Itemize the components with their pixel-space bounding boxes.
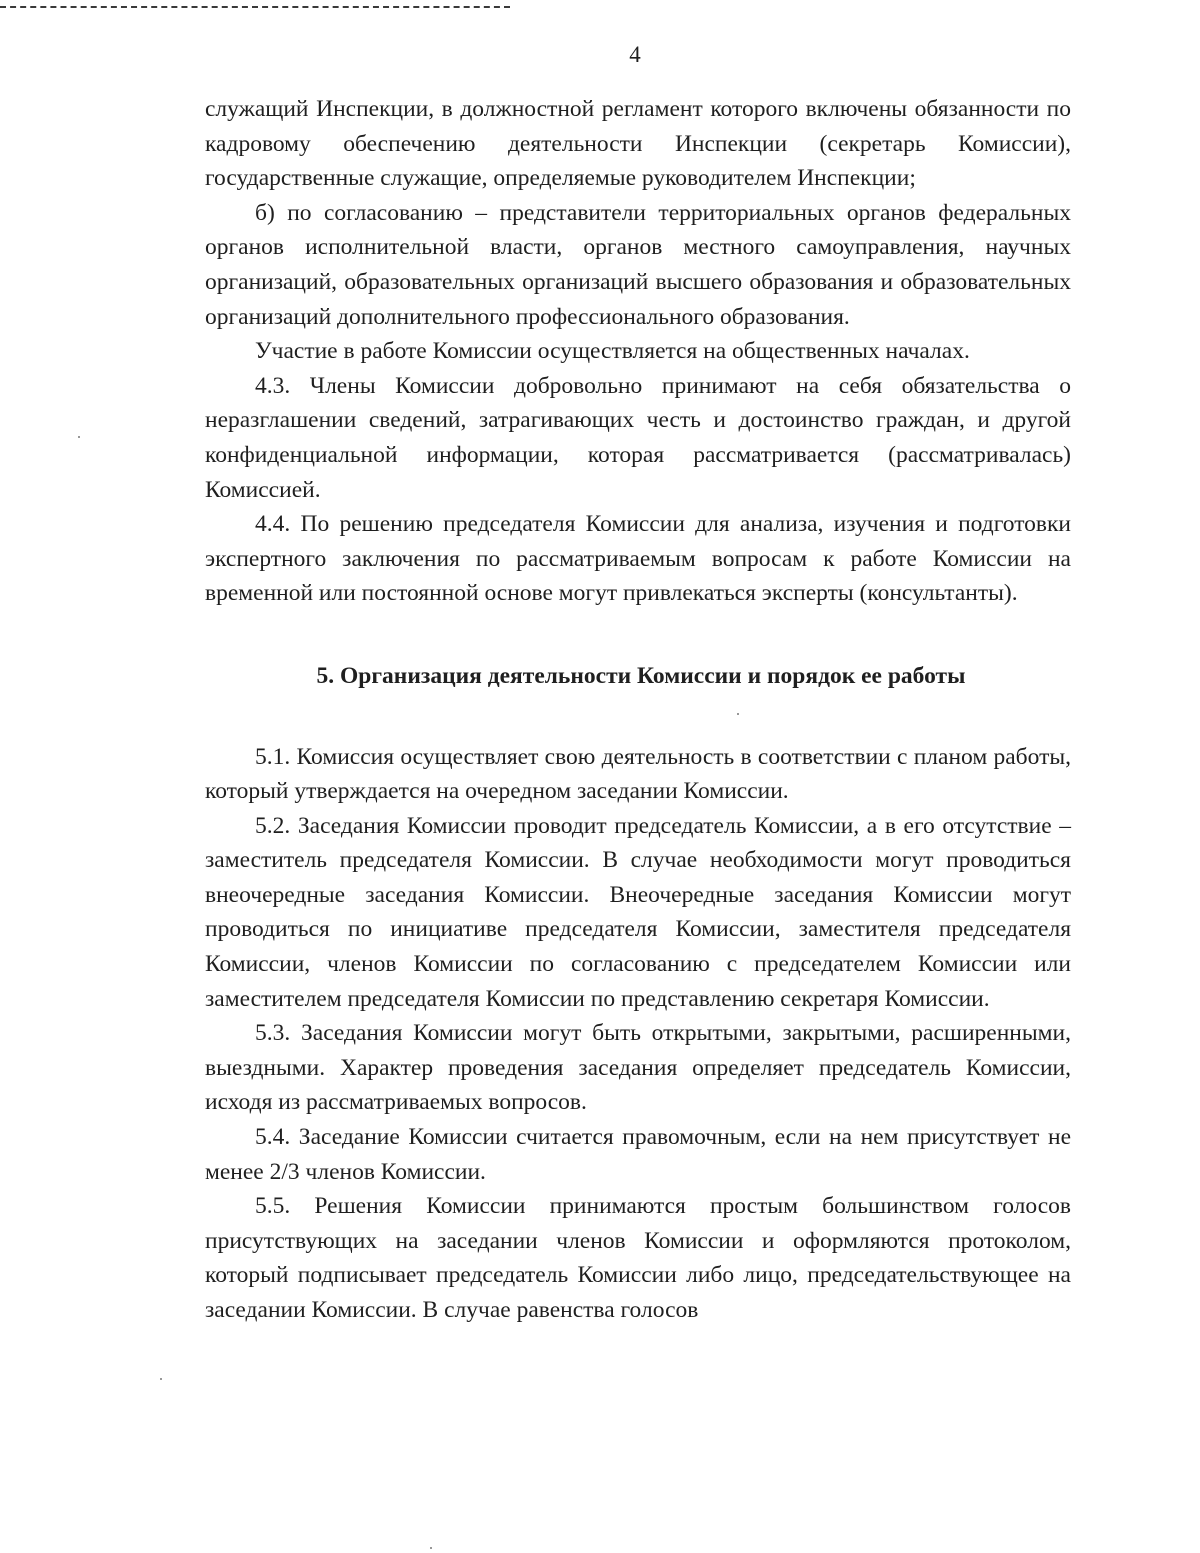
paragraph-intro-1: служащий Инспекции, в должностной регламент которого включены обязанности по кадровому обеспечению деятельности Инспекции (секретарь Комиссии), государственные служащие, определяемые руководителем Инспекции; (205, 96, 1071, 192)
top-dashed-rule (0, 6, 510, 8)
scan-speck (78, 436, 80, 438)
paragraph-5-3: 5.3. Заседания Комиссии могут быть открытыми, закрытыми, расширенными, выездными. Характер проведения заседания определяет председатель Комиссии, исходя из рассматриваемых вопросов. (205, 1020, 1071, 1116)
section-5-heading: 5. Организация деятельности Комиссии и порядок ее работы (316, 662, 966, 689)
paragraph-4-3: 4.3. Члены Комиссии добровольно принимают на себя обязательства о неразглашении сведений, затрагивающих честь и достоинство граждан, и другой конфиденциальной информации, которая рассматривается (рассматривалась) Комиссией. (205, 372, 1071, 503)
page-number: 4 (629, 42, 641, 67)
paragraph-5-4: 5.4. Заседание Комиссии считается правомочным, если на нем присутствует не менее 2/3 членов Комиссии. (205, 1124, 1071, 1185)
paragraph-5-1: 5.1. Комиссия осуществляет свою деятельность в соответствии с планом работы, который утверждается на очередном заседании Комиссии. (205, 743, 1071, 805)
scan-speck (160, 1378, 162, 1380)
scan-speck (737, 713, 739, 715)
paragraph-5-5: 5.5. Решения Комиссии принимаются простым большинством голосов присутствующих на заседании членов Комиссии и оформляются протоколом, который подписывает председатель Комиссии либо лицо, председательствующее на заседании Комиссии. В случае равенства голосов (205, 1193, 1071, 1323)
paragraph-intro-3: Участие в работе Комиссии осуществляется на общественных началах. (255, 338, 970, 365)
document-body (205, 92, 1071, 1328)
paragraph-intro-2: б) по согласованию – представители территориальных органов федеральных органов исполнительной власти, органов местного самоуправления, научных организаций, образовательных организаций высшего образования и образовательных организаций дополнительного профессионального образования. (205, 199, 1071, 330)
scan-speck (430, 1547, 432, 1549)
paragraph-5-2: 5.2. Заседания Комиссии проводит председатель Комиссии, а в его отсутствие – заместитель председателя Комиссии. В случае необходимости могут проводиться внеочередные заседания Комиссии. Внеочередные заседания Комиссии могут проводиться по инициативе председателя Комиссии, заместителя председателя Комиссии, членов Комиссии по согласованию с председателем Комиссии или заместителем председателя Комиссии по представлению секретаря Комиссии. (205, 812, 1071, 1012)
paragraph-4-4: 4.4. По решению председателя Комиссии для анализа, изучения и подготовки экспертного заключения по рассматриваемым вопросам к работе Комиссии на временной или постоянной основе могут привлекаться эксперты (консультанты). (205, 511, 1071, 607)
